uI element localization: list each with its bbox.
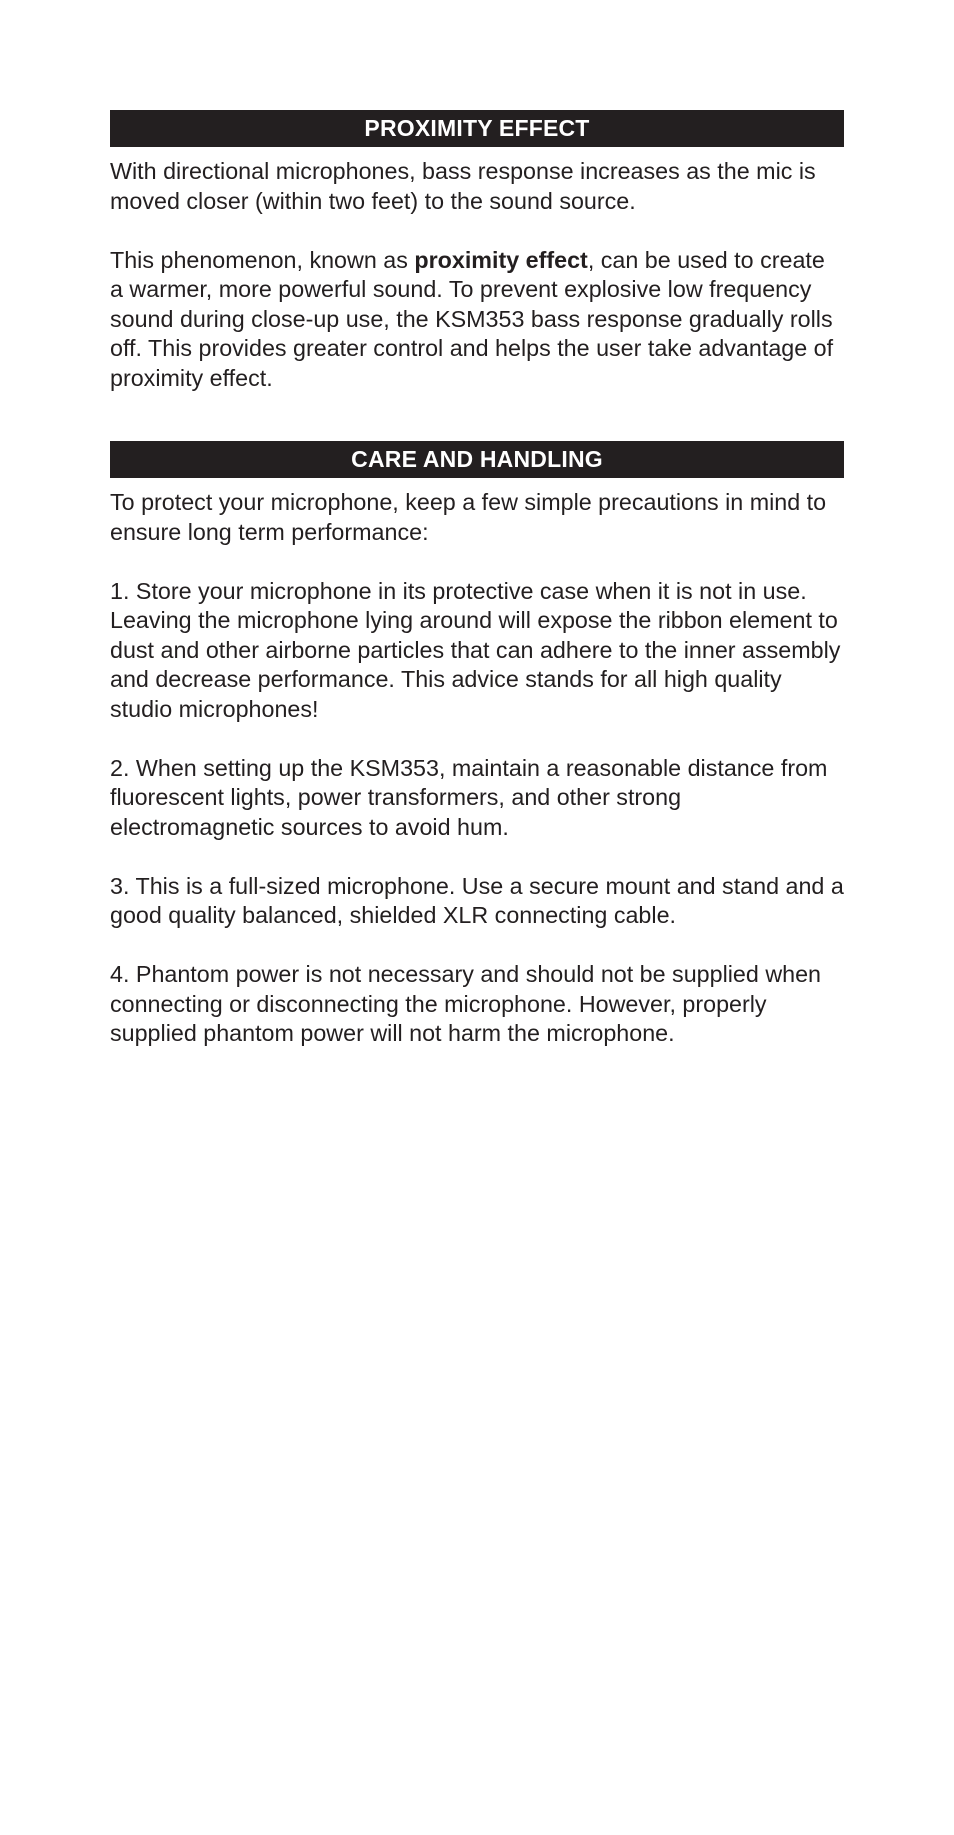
proximity-paragraph-2 (110, 246, 844, 394)
section-spacer (110, 393, 844, 441)
proximity-effect-term: proximity effect (414, 246, 588, 273)
care-intro-paragraph: To protect your microphone, keep a few simple precautions in mind to ensure long term performance: (110, 489, 827, 545)
care-item-2: 2. When setting up the KSM353, maintain a reasonable distance from fluorescent lights, power transformers, and other strong electromagnetic sources to avoid hum. (110, 754, 828, 840)
proximity-paragraph-2-start: This phenomenon, known as (110, 246, 415, 273)
proximity-effect-body (110, 157, 844, 393)
care-item-1: 1. Store your microphone in its protective case when it is not in use. Leaving the microphone lying around will expose the ribbon element to dust and other airborne particles that can adhere to the inner assembly and decrease performance. This advice stands for all high quality studio microphones! (110, 577, 841, 722)
care-item-4: 4. Phantom power is not necessary and should not be supplied when connecting or disconnecting the microphone. However, properly supplied phantom power will not harm the microphone. (110, 961, 822, 1046)
document-page (110, 110, 844, 1049)
proximity-effect-heading: PROXIMITY EFFECT (110, 110, 844, 147)
care-item-3: 3. This is a full-sized microphone. Use a secure mount and stand and a good quality balanced, shielded XLR connecting cable. (110, 872, 844, 928)
care-and-handling-body (110, 488, 844, 1049)
care-and-handling-heading: CARE AND HANDLING (110, 441, 844, 478)
proximity-paragraph-2-end: , can be used to create a warmer, more powerful sound. To prevent explosive low frequency sound during close-up use, the KSM353 bass response gradually rolls off. This provides greater control and helps the user take advantage of proximity effect. (110, 246, 834, 391)
proximity-paragraph-1: With directional microphones, bass response increases as the mic is moved closer (within two feet) to the sound source. (110, 158, 816, 214)
